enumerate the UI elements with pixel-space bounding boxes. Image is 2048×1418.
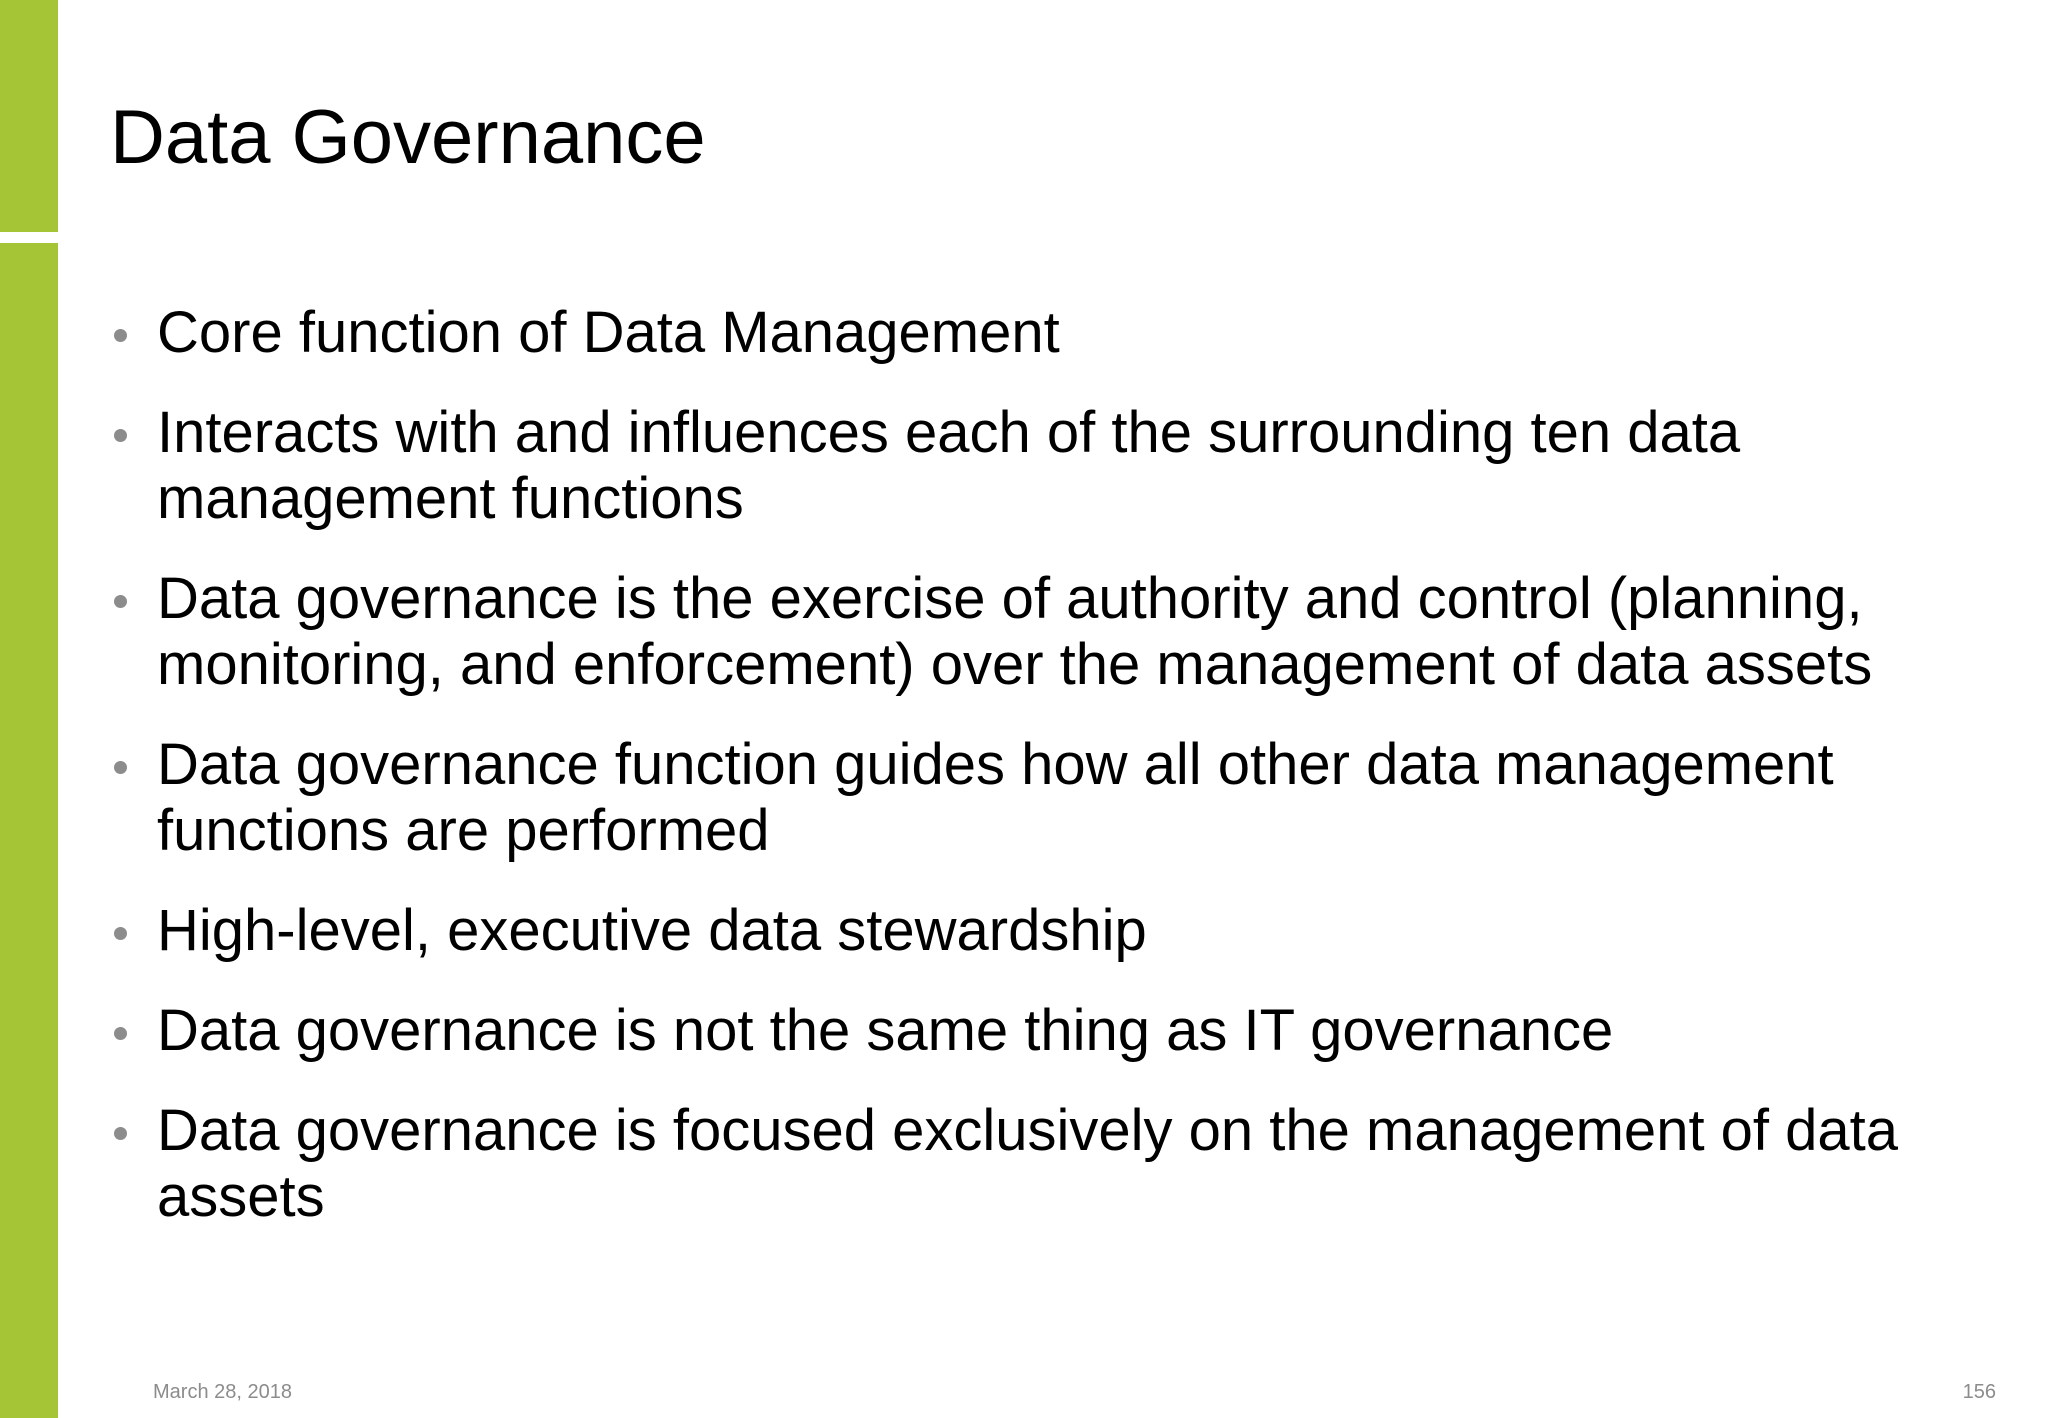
bullet-dot-icon [114, 1027, 127, 1040]
bullet-item [110, 566, 1990, 698]
accent-bar-bottom [0, 243, 58, 1418]
bullet-item [110, 1098, 1990, 1230]
bullet-dot-icon [114, 429, 127, 442]
slide-title: Data Governance [110, 95, 706, 180]
bullet-text: Data governance is the exercise of authority and control (planning, monitoring, and enforcement) over the management of data assets [157, 566, 1873, 697]
bullet-dot-icon [114, 761, 127, 774]
bullet-text: Data governance is not the same thing as IT governance [157, 998, 1614, 1063]
page-number: 156 [1962, 1381, 1996, 1403]
bullet-item [110, 300, 1990, 366]
bullet-text: Data governance function guides how all other data management functions are performed [157, 732, 1834, 863]
footer-date: March 28, 2018 [153, 1381, 292, 1403]
accent-bar-top [0, 0, 58, 232]
bullet-item [110, 732, 1990, 864]
bullet-item [110, 998, 1990, 1064]
bullet-list [110, 300, 1990, 1230]
bullet-item [110, 898, 1990, 964]
bullet-text: Data governance is focused exclusively on the management of data assets [157, 1098, 1899, 1229]
bullet-text: Interacts with and influences each of the surrounding ten data management functions [157, 400, 1741, 531]
bullet-text: High-level, executive data stewardship [157, 898, 1147, 963]
bullet-text: Core function of Data Management [157, 300, 1060, 365]
bullet-dot-icon [114, 1127, 127, 1140]
bullet-dot-icon [114, 329, 127, 342]
bullet-item [110, 400, 1990, 532]
bullet-dot-icon [114, 927, 127, 940]
bullet-dot-icon [114, 595, 127, 608]
